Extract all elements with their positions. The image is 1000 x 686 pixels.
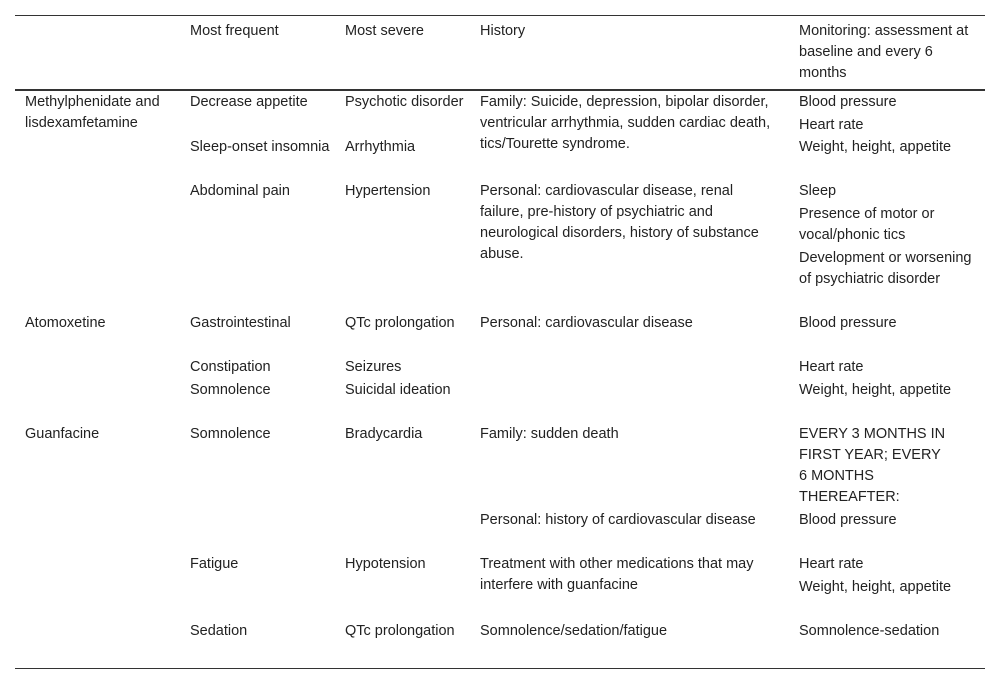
- monitoring-cell: Somnolence-sedation: [799, 623, 940, 639]
- monitoring-cell: EVERY 3 MONTHS IN FIRST YEAR; EVERY 6 MONTHS THEREAFTER:: [799, 426, 946, 505]
- history-cell: Family: Suicide, depression, bipolar disorder, ventricular arrhythmia, sudden cardiac death, tics/Tourette syndrome.: [480, 94, 771, 152]
- frequent-cell: Abdominal pain: [190, 183, 290, 199]
- monitoring-cell: Weight, height, appetite: [799, 139, 952, 155]
- frequent-cell: Sleep-onset insomnia: [190, 139, 330, 155]
- monitoring-cell: Presence of motor or vocal/phonic tics: [799, 206, 935, 243]
- monitoring-cell: Weight, height, appetite: [799, 579, 952, 595]
- frequent-cell: Fatigue: [190, 556, 239, 572]
- history-cell: Somnolence/sedation/fatigue: [480, 623, 668, 639]
- monitoring-cell: Development or worsening of psychiatric disorder: [799, 250, 972, 287]
- severe-cell: QTc prolongation: [345, 315, 455, 331]
- bottom-rule: [15, 668, 985, 669]
- history-cell: Family: sudden death: [480, 426, 619, 442]
- monitoring-cell: Blood pressure: [799, 315, 897, 331]
- severe-cell: Seizures: [345, 359, 402, 375]
- severe-cell: Psychotic disorder: [345, 94, 464, 110]
- frequent-cell: Somnolence: [190, 382, 271, 398]
- history-cell: Treatment with other medications that may interfere with guanfacine: [480, 556, 754, 593]
- drug-guanfacine: Guanfacine: [25, 426, 100, 442]
- top-rule: [15, 15, 985, 16]
- history-cell: Personal: cardiovascular disease, renal failure, pre-history of psychiatric and neurological disorders, history of substance abuse.: [480, 183, 759, 262]
- frequent-cell: Constipation: [190, 359, 271, 375]
- frequent-cell: Sedation: [190, 623, 248, 639]
- severe-cell: Suicidal ideation: [345, 382, 451, 398]
- history-cell: Personal: history of cardiovascular disease: [480, 512, 756, 528]
- monitoring-cell: Blood pressure: [799, 94, 897, 110]
- severe-cell: QTc prolongation: [345, 623, 455, 639]
- header-monitoring: Monitoring: assessment at baseline and every 6 months: [799, 23, 969, 81]
- severe-cell: Hypertension: [345, 183, 431, 199]
- monitoring-cell: Heart rate: [799, 359, 864, 375]
- history-cell: Personal: cardiovascular disease: [480, 315, 693, 331]
- severe-cell: Bradycardia: [345, 426, 423, 442]
- drug-methylphenidate: Methylphenidate and lisdexamfetamine: [25, 94, 160, 131]
- frequent-cell: Decrease appetite: [190, 94, 308, 110]
- monitoring-cell: Sleep: [799, 183, 837, 199]
- header-rule: [15, 89, 985, 91]
- monitoring-cell: Heart rate: [799, 117, 864, 133]
- frequent-cell: Gastrointestinal: [190, 315, 291, 331]
- frequent-cell: Somnolence: [190, 426, 271, 442]
- monitoring-cell: Heart rate: [799, 556, 864, 572]
- monitoring-cell: Weight, height, appetite: [799, 382, 952, 398]
- monitoring-cell: Blood pressure: [799, 512, 897, 528]
- drug-atomoxetine: Atomoxetine: [25, 315, 106, 331]
- header-most-severe: Most severe: [345, 23, 424, 39]
- header-history: History: [480, 23, 526, 39]
- severe-cell: Hypotension: [345, 556, 426, 572]
- severe-cell: Arrhythmia: [345, 139, 416, 155]
- header-most-frequent: Most frequent: [190, 23, 279, 39]
